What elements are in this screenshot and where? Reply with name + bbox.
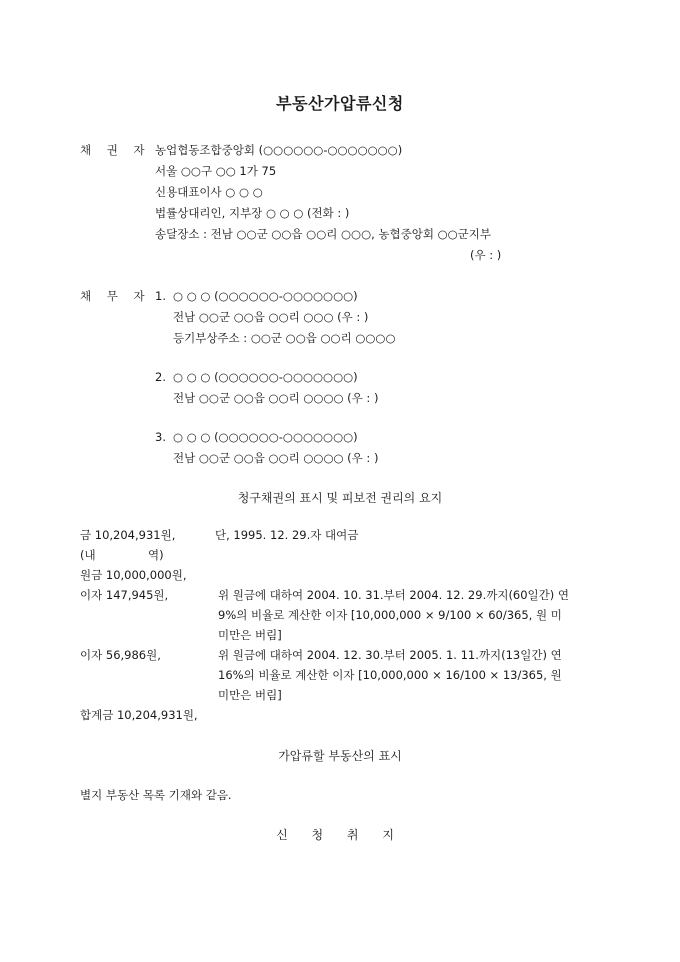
creditor-name: 농업협동조합중앙회 (○○○○○○-○○○○○○○) (155, 143, 403, 157)
total-amount: 합계금 10,204,931원, (80, 708, 198, 722)
debtor-1-number: 1. (155, 289, 166, 303)
debtor-2-number: 2. (155, 370, 166, 384)
interest-1-line-3: 미만은 버림] (218, 628, 282, 642)
creditor-service-address: 송달장소 : 전남 ○○군 ○○읍 ○○리 ○○○, 농협중앙회 ○○군지부 (155, 227, 492, 241)
interest-1-line-2: 9%의 비율로 계산한 이자 [10,000,000 × 9/100 × 60/365, 원 미 (218, 608, 562, 622)
debtor-3-name: ○ ○ ○ (○○○○○○-○○○○○○○) (173, 430, 358, 444)
creditor-postal-code: (우 : ) (470, 248, 502, 262)
interest-1-label: 이자 147,945원, (80, 588, 169, 602)
debtor-2-address: 전남 ○○군 ○○읍 ○○리 ○○○○ (우 : ) (173, 391, 379, 405)
document-title: 부동산가압류신청 (276, 94, 404, 113)
detail-label-open: (내 (80, 548, 96, 562)
creditor-address: 서울 ○○구 ○○ 1가 75 (155, 164, 277, 178)
debtor-2-name: ○ ○ ○ (○○○○○○-○○○○○○○) (173, 370, 358, 384)
property-heading: 가압류할 부동산의 표시 (278, 749, 402, 763)
debtor-3-number: 3. (155, 430, 166, 444)
detail-label-close: 역) (148, 548, 164, 562)
principal-amount: 원금 10,000,000원, (80, 568, 187, 582)
property-text: 별지 부동산 목록 기재와 같음. (80, 788, 232, 802)
debtor-1-address: 전남 ○○군 ○○읍 ○○리 ○○○ (우 : ) (173, 310, 369, 324)
interest-2-line-1: 위 원금에 대하여 2004. 12. 30.부터 2005. 1. 11.까지(13일간) 연 (218, 648, 562, 662)
claim-amount: 금 10,204,931원, (80, 528, 176, 542)
debtor-1-name: ○ ○ ○ (○○○○○○-○○○○○○○) (173, 289, 358, 303)
interest-2-label: 이자 56,986원, (80, 648, 161, 662)
interest-2-line-2: 16%의 비율로 계산한 이자 [10,000,000 × 16/100 × 13/365, 원 (218, 668, 562, 682)
claim-heading: 청구채권의 표시 및 피보전 권리의 요지 (237, 491, 443, 505)
debtor-label: 채 무 자 (80, 289, 151, 303)
claim-amount-description: 단, 1995. 12. 29.자 대여금 (215, 528, 359, 542)
creditor-legal-agent: 법률상대리인, 지부장 ○ ○ ○ (전화 : ) (155, 206, 350, 220)
interest-2-line-3: 미만은 버림] (218, 688, 282, 702)
interest-1-line-1: 위 원금에 대하여 2004. 10. 31.부터 2004. 12. 29.까지(60일간) 연 (218, 588, 570, 602)
application-purpose-heading: 신 청 취 지 (276, 828, 404, 842)
debtor-3-address: 전남 ○○군 ○○읍 ○○리 ○○○○ (우 : ) (173, 451, 379, 465)
debtor-1-registered-address: 등기부상주소 : ○○군 ○○읍 ○○리 ○○○○ (173, 331, 396, 345)
creditor-representative: 신용대표이사 ○ ○ ○ (155, 185, 263, 199)
creditor-label: 채 권 자 (80, 143, 151, 157)
